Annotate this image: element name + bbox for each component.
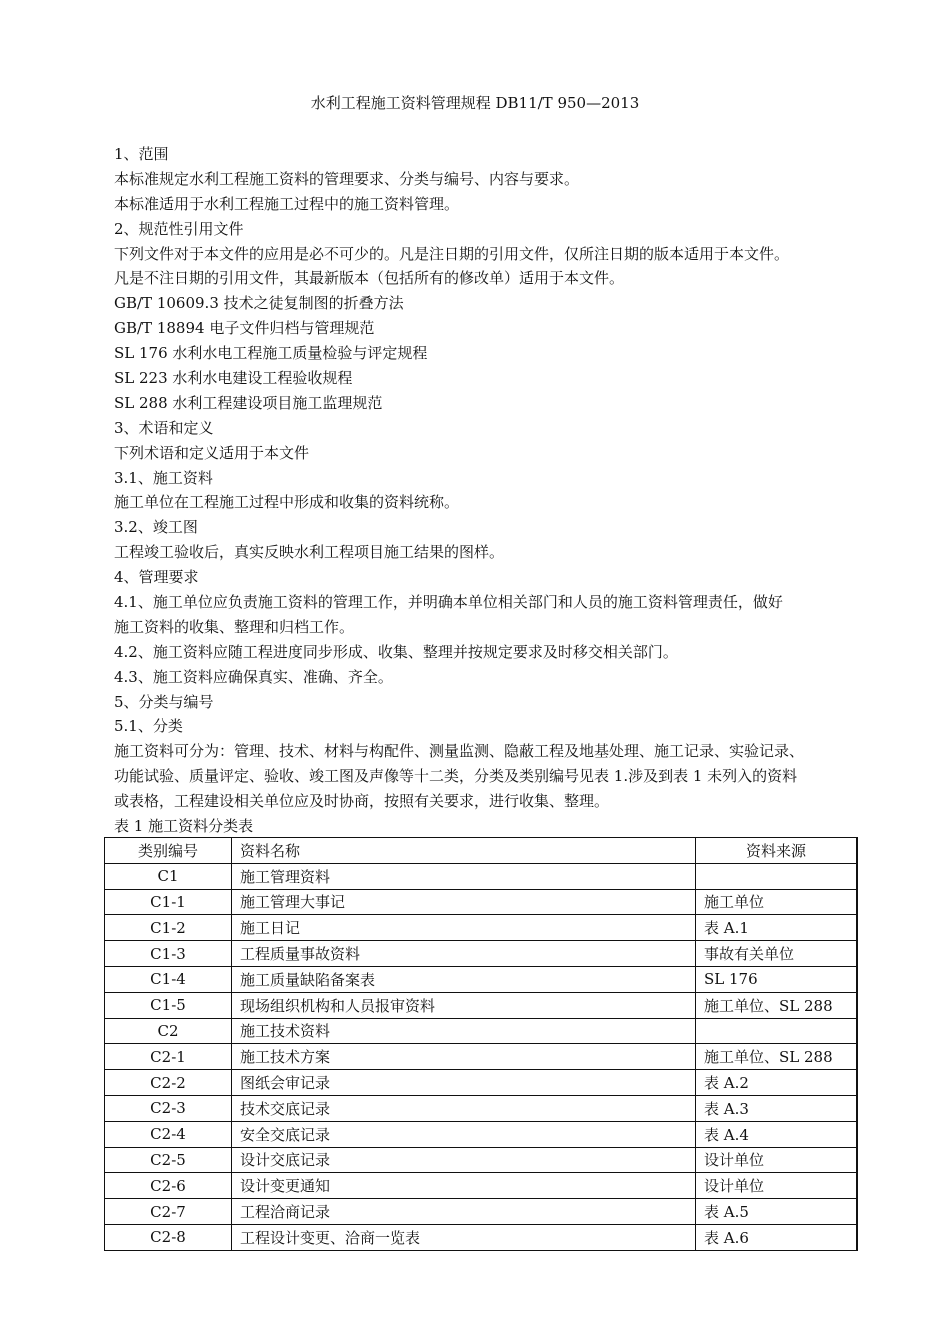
cell-code: C1-5 [105,992,232,1018]
paragraph-line: 施工单位在工程施工过程中形成和收集的资料统称。 [114,493,460,512]
cell-source: 表 A.2 [696,1070,858,1096]
paragraph-line: 或表格，工程建设相关单位应及时协商，按照有关要求，进行收集、整理。 [114,792,610,811]
paragraph-line: 施工资料的收集、整理和归档工作。 [114,617,355,636]
cell-code: C2-4 [105,1121,232,1147]
reference-item: GB/T 10609.3 技术之徒复制图的折叠方法 [114,294,404,313]
cell-name: 施工管理大事记 [232,889,696,915]
document-body [114,142,866,839]
table-row [105,1044,858,1070]
cell-code: C2-5 [105,1147,232,1173]
cell-name: 工程质量事故资料 [232,941,696,967]
header-document-name: 资料名称 [232,838,696,864]
header-category-code: 类别编号 [105,838,232,864]
table-row [105,1095,858,1121]
classification-table-wrapper [104,837,854,1251]
classification-table [104,837,858,1251]
reference-item: SL 288 水利工程建设项目施工监理规范 [114,393,383,412]
cell-source: 施工单位、SL 288 [696,992,858,1018]
cell-code: C2-2 [105,1070,232,1096]
subsection-heading: 3.2、竣工图 [114,518,198,537]
cell-code: C1-2 [105,915,232,941]
subsection-heading: 3.1、施工资料 [114,468,213,487]
cell-source: 表 A.1 [696,915,858,941]
cell-name: 工程洽商记录 [232,1199,696,1225]
section-heading: 2、规范性引用文件 [114,219,244,238]
cell-name: 施工管理资料 [232,863,696,889]
section-heading: 1、范围 [114,145,169,163]
table-header-row [105,838,858,864]
table-caption: 表 1 施工资料分类表 [114,817,254,836]
paragraph-line: 本标准适用于水利工程施工过程中的施工资料管理。 [114,194,460,213]
cell-name: 设计变更通知 [232,1173,696,1199]
cell-name: 安全交底记录 [232,1121,696,1147]
section-heading: 5、分类与编号 [114,692,214,711]
table-row [105,1070,858,1096]
cell-source: 表 A.6 [696,1224,858,1250]
cell-name: 现场组织机构和人员报审资料 [232,992,696,1018]
paragraph-line: 4.3、施工资料应确保真实、准确、齐全。 [114,667,393,686]
paragraph-line: 工程竣工验收后，真实反映水利工程项目施工结果的图样。 [114,543,505,562]
paragraph-line: 下列文件对于本文件的应用是必不可少的。凡是注日期的引用文件，仅所注日期的版本适用于本文件。 [114,244,790,263]
cell-source [696,1018,858,1044]
cell-source: 设计单位 [696,1147,858,1173]
cell-name: 施工技术方案 [232,1044,696,1070]
paragraph-line: 下列术语和定义适用于本文件 [114,443,310,462]
section-heading: 3、术语和定义 [114,418,214,437]
table-row [105,1121,858,1147]
cell-source: SL 176 [696,966,858,992]
cell-source: 施工单位、SL 288 [696,1044,858,1070]
paragraph-line: 本标准规定水利工程施工资料的管理要求、分类与编号、内容与要求。 [114,169,580,188]
cell-source: 设计单位 [696,1173,858,1199]
table-row [105,1224,858,1250]
reference-item: GB/T 18894 电子文件归档与管理规范 [114,319,375,338]
cell-name: 工程设计变更、洽商一览表 [232,1224,696,1250]
cell-code: C2-3 [105,1095,232,1121]
cell-name: 施工质量缺陷备案表 [232,966,696,992]
document-title: 水利工程施工资料管理规程 DB11/T 950—2013 [310,94,640,112]
reference-item: SL 223 水利水电建设工程验收规程 [114,369,353,388]
table-row [105,1173,858,1199]
paragraph-line: 4.2、施工资料应随工程进度同步形成、收集、整理并按规定要求及时移交相关部门。 [114,642,678,661]
table-row [105,992,858,1018]
cell-name: 施工日记 [232,915,696,941]
paragraph-line: 凡是不注日期的引用文件，其最新版本（包括所有的修改单）适用于本文件。 [114,269,625,288]
cell-code: C1-3 [105,941,232,967]
cell-code: C2-6 [105,1173,232,1199]
cell-source: 表 A.5 [696,1199,858,1225]
subsection-heading: 5.1、分类 [114,717,183,736]
cell-name: 图纸会审记录 [232,1070,696,1096]
table-row [105,889,858,915]
cell-code: C1 [105,863,232,889]
cell-code: C2-1 [105,1044,232,1070]
cell-name: 技术交底记录 [232,1095,696,1121]
cell-source [696,863,858,889]
table-row [105,1018,858,1044]
cell-code: C1-4 [105,966,232,992]
cell-code: C2-8 [105,1224,232,1250]
reference-item: SL 176 水利水电工程施工质量检验与评定规程 [114,344,428,363]
table-row [105,966,858,992]
paragraph-line: 4.1、施工单位应负责施工资料的管理工作，并明确本单位相关部门和人员的施工资料管理责任，做好 [114,593,783,612]
cell-code: C1-1 [105,889,232,915]
section-heading: 4、管理要求 [114,568,199,587]
cell-name: 施工技术资料 [232,1018,696,1044]
table-row [105,915,858,941]
cell-source: 表 A.3 [696,1095,858,1121]
paragraph-line: 功能试验、质量评定、验收、竣工图及声像等十二类，分类及类别编号见表 1.涉及到表 1 未列入的资料 [114,767,798,786]
cell-name: 设计交底记录 [232,1147,696,1173]
header-document-source: 资料来源 [696,838,858,864]
table-row [105,1147,858,1173]
cell-code: C2-7 [105,1199,232,1225]
table-row [105,863,858,889]
cell-source: 事故有关单位 [696,941,858,967]
cell-source: 表 A.4 [696,1121,858,1147]
paragraph-line: 施工资料可分为：管理、技术、材料与构配件、测量监测、隐蔽工程及地基处理、施工记录、实验记录、 [114,742,805,761]
cell-code: C2 [105,1018,232,1044]
table-row [105,941,858,967]
cell-source: 施工单位 [696,889,858,915]
table-row [105,1199,858,1225]
